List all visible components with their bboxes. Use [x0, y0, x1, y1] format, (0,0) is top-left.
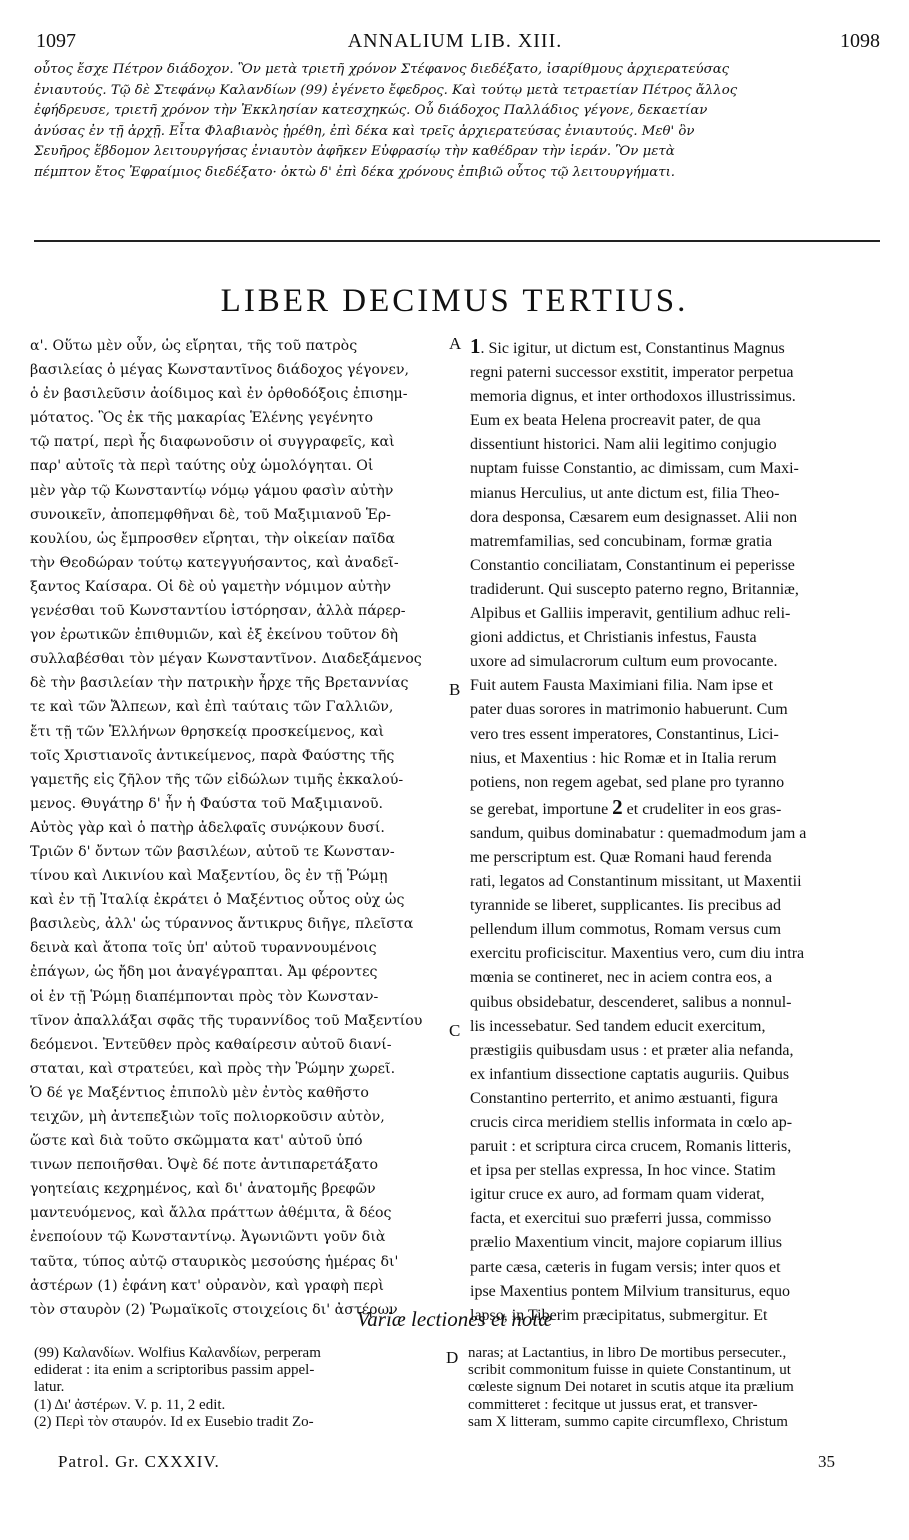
note-line: committeret : fecitque ut jussus erat, et transver- — [468, 1396, 758, 1413]
text-line: σταται, καὶ στρατεύει, καὶ πρὸς τὴν Ῥώμην χωρεῖ. — [30, 1060, 396, 1077]
text-line: ἐνεποίουν τῷ Κωνσταντίνῳ. Ἀγωνιῶντι γοῦν διὰ — [30, 1229, 386, 1246]
text-line: πέμπτον ἔτος Ἐφραίμιος διεδέξατο· ὀκτὼ δ' ἐπὶ δέκα χρόνους ἐπιβιῶ οὗτος τῷ λειτουργήματι. — [34, 164, 676, 180]
text-line: regni paterni successor exstitit, imperator perpetua — [470, 364, 794, 382]
text-line: δεινὰ καὶ ἄτοπα τοῖς ὑπ' αὐτοῦ τυραννουμένοις — [30, 940, 377, 957]
footer-signature: Patrol. Gr. CXXXIV. — [58, 1452, 220, 1471]
text-line: συνοικεῖν, ἀποπεμφθῆναι δὲ, τοῦ Μαξιμιανοῦ Ἑρ- — [30, 506, 391, 523]
margin-letter-c: C — [449, 1021, 461, 1040]
note-line: scribit commonitum fuisse in quiete Constantinum, ut — [468, 1362, 791, 1379]
text-line: τε καὶ τῶν Ἄλπεων, καὶ ἐπὶ ταύταις τῶν Γαλλιῶν, — [30, 699, 394, 716]
text-line: parte cæsa, cæteris in fugam versis; inter quos et — [470, 1258, 781, 1276]
text-line: α'. Οὕτω μὲν οὖν, ὡς εἴρηται, τῆς τοῦ πατρὸς — [30, 338, 358, 354]
text-line: τίνου καὶ Λικινίου καὶ Μαξεντίου, ὃς ἐν τῇ Ῥώμῃ — [30, 868, 388, 885]
text-line: τὴν Θεοδώραν τούτῳ κατεγγυήσαντος, καὶ ἀναδεῖ- — [30, 554, 399, 571]
divider-rule — [34, 240, 880, 242]
top-greek-paragraph — [34, 60, 876, 184]
text-line: ex infantium dissectione captatis auguriis. Quibus — [470, 1065, 790, 1083]
text-line: μαντευόμενος, καὶ ἄλλα πράττων ἀθέμιτα, ἃ δέος — [30, 1205, 392, 1222]
note-line: sam X litteram, summo capite circumflexo, Christum — [468, 1413, 788, 1430]
note-line: (2) Περὶ τὸν σταυρόν. Id ex Eusebio tradit Zo- — [34, 1413, 314, 1430]
text-line: μὲν γὰρ τῷ Κωνσταντίῳ νόμῳ γάμου φασὶν αὐτὴν — [30, 482, 394, 499]
text-segment: . Sic igitur, ut dictum est, Constantinus Magnus — [480, 340, 785, 357]
note-line: latur. — [34, 1379, 65, 1396]
text-line: pellendum illum commotus, Romam versus cum — [470, 921, 782, 939]
text-line: nius, et Maxentius : hic Romæ et in Italia rerum — [470, 749, 777, 767]
running-head — [30, 30, 880, 56]
text-line: κουλίου, ὡς ἔμπροσθεν εἴρηται, τὴν οἰκείαν παῖδα — [30, 530, 395, 547]
text-line: ὁ ἐν βασιλεῦσιν ἀοίδιμος καὶ ἐν ὀρθοδόξοις ἐπισημ- — [30, 386, 408, 403]
text-line: præstigiis quibusdam usus : et præter alia nefanda, — [470, 1041, 794, 1059]
text-line: gioni addictus, et Christianis infestus, Fausta — [470, 629, 757, 647]
margin-letter-b: B — [449, 680, 461, 699]
text-line — [470, 795, 878, 822]
text-line: ἔτι τῇ τῶν Ἑλλήνων θρησκείᾳ προσκείμενος, καὶ — [30, 723, 385, 740]
text-line: τῷ πατρί, περὶ ἧς διαφωνοῦσιν οἱ συγγραφεῖς, καὶ — [30, 434, 395, 451]
text-line: matremfamilias, sed concubinam, formæ gratia — [470, 532, 773, 550]
text-line: Eum ex beata Helena procreavit pater, de qua — [470, 412, 761, 430]
note-line: (99) Καλανδίων. Wolfius Καλανδίων, perperam — [34, 1345, 321, 1361]
text-line: lis incessebatur. Sed tandem educit exercitum, — [470, 1017, 766, 1035]
text-line: ἐπάγων, ὡς ἤδη μοι ἀναγέγραπται. Ἀμ φέροντες — [30, 964, 378, 981]
text-line: paruit : et scriptura circa crucem, Romanis litteris, — [470, 1138, 792, 1156]
text-line: γον ἐρωτικῶν ἐπιθυμιῶν, καὶ ἐξ ἐκείνου τοῦτον δὴ — [30, 627, 399, 644]
text-line: Ὁ δέ γε Μαξέντιος ἐπιπολὺ μὲν ἐντὸς καθῆστο — [30, 1084, 369, 1101]
text-line: Constantio conciliatam, Constantinum ei peperisse — [470, 556, 795, 574]
text-line: Constantino perterrito, et animo æstuanti, figura — [470, 1089, 778, 1107]
text-line: vero tres essent imperatores, Constantinus, Lici- — [470, 725, 779, 743]
note-line: ediderat : ita enim a scriptoribus passim appel- — [34, 1362, 315, 1379]
text-line: ξαντος Καίσαρα. Οἱ δὲ οὐ γαμετὴν νόμιμον αὐτὴν — [30, 578, 391, 595]
text-line: me perscriptum est. Quæ Romani haud ferenda — [470, 848, 772, 866]
notes-heading: Variæ lectiones et notæ — [356, 1307, 553, 1331]
text-line — [470, 334, 878, 361]
text-line: γενέσθαι τοῦ Κωνσταντίου ἱστόρησαν, ἀλλὰ πάρερ- — [30, 603, 406, 620]
text-line: ἀνύσας ἐν τῇ ἀρχῇ. Εἶτα Φλαβιανὸς ᾑρέθη, ἐπὶ δέκα καὶ τρεῖς ἀρχιερατεύσας ἐνιαυτούς. Μεθ' ὃν — [34, 123, 695, 139]
text-line: Fuit autem Fausta Maximiani filia. Nam ipse et — [470, 677, 774, 695]
text-line: tyrannide se liberet, supplicantes. Iis precibus ad — [470, 897, 782, 915]
text-segment: se gerebat, importune — [470, 800, 609, 818]
text-line: igitur cruce ex auro, ad formam quam viderat, — [470, 1186, 765, 1204]
text-line: τὸν σταυρὸν (2) Ῥωμαϊκοῖς στοιχείοις δι' ἀστέρων — [30, 1301, 398, 1318]
text-line: mianus Herculius, ut ante dictum est, filia Theo- — [470, 484, 780, 502]
book-title: LIBER DECIMUS TERTIUS. — [220, 283, 689, 319]
text-line: Τριῶν δ' ὄντων τῶν βασιλέων, αὐτοῦ τε Κωνσταν- — [30, 843, 395, 860]
section-number: 1 — [470, 334, 481, 358]
footer-sheet-number: 35 — [818, 1452, 835, 1471]
note-line: naras; at Lactantius, in libro De mortibus persecuter., — [468, 1345, 787, 1361]
text-line: ἐνιαυτούς. Τῷ δὲ Στεφάνῳ Καλανδίων (99) ἐγένετο ἔφεδρος. Καὶ τούτῳ μετὰ τετραετίαν Πέτρος ἄλλος — [34, 82, 738, 98]
section-number: 2 — [612, 794, 623, 819]
text-line: mœnia se contineret, nec in aciem contra eos, a — [470, 969, 773, 987]
text-line: γαμετῆς εἰς ζῆλον τῆς τῶν εἰδώλων τιμῆς ἐκκαλού- — [30, 771, 404, 788]
text-line: dissentiunt historici. Nam alii legitimo conjugio — [470, 436, 777, 454]
text-line: potiens, non regem agebat, sed plane pro tyranno — [470, 773, 785, 791]
text-line: lapso, in Tiberim præcipitatus, submergitur. Et — [470, 1306, 768, 1324]
note-line: (1) Δι' ἀστέρων. V. p. 11, 2 edit. — [34, 1396, 226, 1413]
text-line: τινων πεποιῆσθαι. Ὀψὲ δέ ποτε ἀντιπαρετάξατο — [30, 1157, 379, 1174]
text-line: sandum, quibus dominabatur : quemadmodum jam a — [470, 824, 807, 842]
text-line: τῖνον ἀπαλλάξαι σφᾶς τῆς τυραννίδος τοῦ Μαξεντίου — [30, 1012, 423, 1029]
text-line: tradiderunt. Qui suscepto paterno regno, Britanniæ, — [470, 580, 799, 598]
text-line: βασιλείας ὁ μέγας Κωνσταντῖνος διάδοχος γέγονεν, — [30, 362, 409, 379]
text-line: rati, legatos ad Constantinum missitant, ut Maxentii — [470, 873, 802, 891]
text-line: δεόμενοι. Ἐντεῦθεν πρὸς καθαίρεσιν αὐτοῦ διανί- — [30, 1036, 392, 1053]
text-line: βασιλεὺς, ἀλλ' ὡς τύραννος ἄντικρυς διῆγε, πλεῖστα — [30, 916, 414, 933]
page-number-right: 1098 — [840, 30, 880, 52]
text-line: uxore ad simulacrorum cultum eum provocante. — [470, 653, 778, 671]
text-line: γοητείαις κεχρημένος, καὶ δι' ἀνατομῆς βρεφῶν — [30, 1181, 376, 1198]
text-line: nuptam fuisse Constantio, ac dimissam, cum Maxi- — [470, 460, 799, 478]
text-line: ὥστε καὶ διὰ τοῦτο σκῶμματα κατ' αὐτοῦ ὑπό — [30, 1133, 363, 1150]
running-title: ANNALIUM LIB. XIII. — [347, 30, 563, 52]
greek-column — [30, 334, 447, 1322]
text-line: οὗτος ἔσχε Πέτρον διάδοχον. Ὃν μετὰ τριετῆ χρόνον Στέφανος διεδέξατο, ἰσαρίθμους ἀρχιερατεύσας — [34, 62, 730, 77]
text-line: δὲ τὴν βασιλείαν τὴν πατρικὴν ἦρχε τῆς Βρεταννίας — [30, 675, 409, 692]
text-line: παρ' αὐτοῖς τὰ περὶ ταύτης οὐχ ὡμολόγηται. Οἱ — [30, 458, 374, 475]
text-line: ταῦτα, τύπος αὐτῷ σταυρικὸς μεσούσης ἡμέρας δι' — [30, 1253, 399, 1270]
text-line: ἐφήδρευσε, τριετῆ χρόνον τὴν Ἐκκλησίαν κατεσχηκώς. Οὗ διάδοχος Παλλάδιος γέγονε, δεκαετίαν — [34, 103, 708, 119]
margin-letter-a: A — [449, 334, 462, 353]
text-line: exercitu proficiscitur. Maxentius vero, cum diu intra — [470, 945, 805, 963]
text-line: συλλαβέσθαι τὸν μέγαν Κωνσταντῖνον. Διαδεξάμενος — [30, 651, 422, 668]
text-line: ipse Maxentius pontem Milvium transiturus, equo — [470, 1282, 790, 1300]
latin-column — [470, 334, 878, 1328]
text-line: Αὐτὸς γὰρ καὶ ὁ πατὴρ ἀδελφαῖς συνῴκουν δυσί. — [30, 819, 385, 836]
note-line: cœleste signum Dei notaret in scutis atque ita prælium — [468, 1379, 794, 1396]
page-number-left: 1097 — [36, 30, 76, 52]
text-line: Σευῆρος ἕβδομον λειτουργήσας ἐνιαυτὸν ἀφῆκεν Εὐφρασίῳ τὴν καθέδραν τὴν ἱεράν. Ὃν μετὰ — [34, 144, 675, 160]
text-line: et ipsa per stellas expressa, In hoc vince. Statim — [470, 1162, 776, 1180]
text-line: Alpibus et Galliis imperavit, gentilium adhuc reli- — [470, 605, 791, 623]
notes-right-column — [468, 1345, 880, 1431]
notes-left-column — [34, 1345, 439, 1431]
text-line: crucis circa meridiem stellis informata in cœlo ap- — [470, 1114, 793, 1131]
text-line: memoria dignus, et inter orthodoxos illustrissimus. — [470, 388, 796, 406]
text-line: οἱ ἐν τῇ Ῥώμῃ διαπέμπονται πρὸς τὸν Κωνσταν- — [30, 988, 379, 1005]
text-line: τειχῶν, μὴ ἀντεπεξιὼν τοῖς πολιορκοῦσιν αὐτὸν, — [30, 1109, 385, 1125]
text-line: dora desponsa, Cæsarem eum designasset. Alii non — [470, 508, 798, 526]
margin-letter-d: D — [446, 1348, 459, 1367]
text-line: ἀστέρων (1) ἐφάνη κατ' οὐρανὸν, καὶ γραφὴ περὶ — [30, 1277, 384, 1294]
text-line: prælio Maxentium vincit, majore copiarum illius — [470, 1234, 782, 1252]
text-line: τοῖς Χριστιανοῖς ἀντικείμενος, παρὰ Φαύστης τῆς — [30, 747, 395, 764]
text-line: pater duas sorores in matrimonio habuerunt. Cum — [470, 701, 788, 719]
text-line: facta, et exercitui suo præferri jussa, commisso — [470, 1210, 772, 1228]
text-line: μότατος. Ὃς ἐκ τῆς μακαρίας Ἑλένης γεγένητο — [30, 410, 374, 427]
text-line: μενος. Θυγάτηρ δ' ἦν ἡ Φαύστα τοῦ Μαξιμιανοῦ. — [30, 795, 383, 812]
text-line: quibus obsidebatur, descenderet, salibus a nonnul- — [470, 993, 792, 1011]
text-segment: et crudeliter in eos gras- — [622, 800, 782, 818]
text-line: καὶ ἐν τῇ Ἰταλίᾳ ἐκράτει ὁ Μαξέντιος οὗτος οὐχ ὡς — [30, 892, 405, 909]
